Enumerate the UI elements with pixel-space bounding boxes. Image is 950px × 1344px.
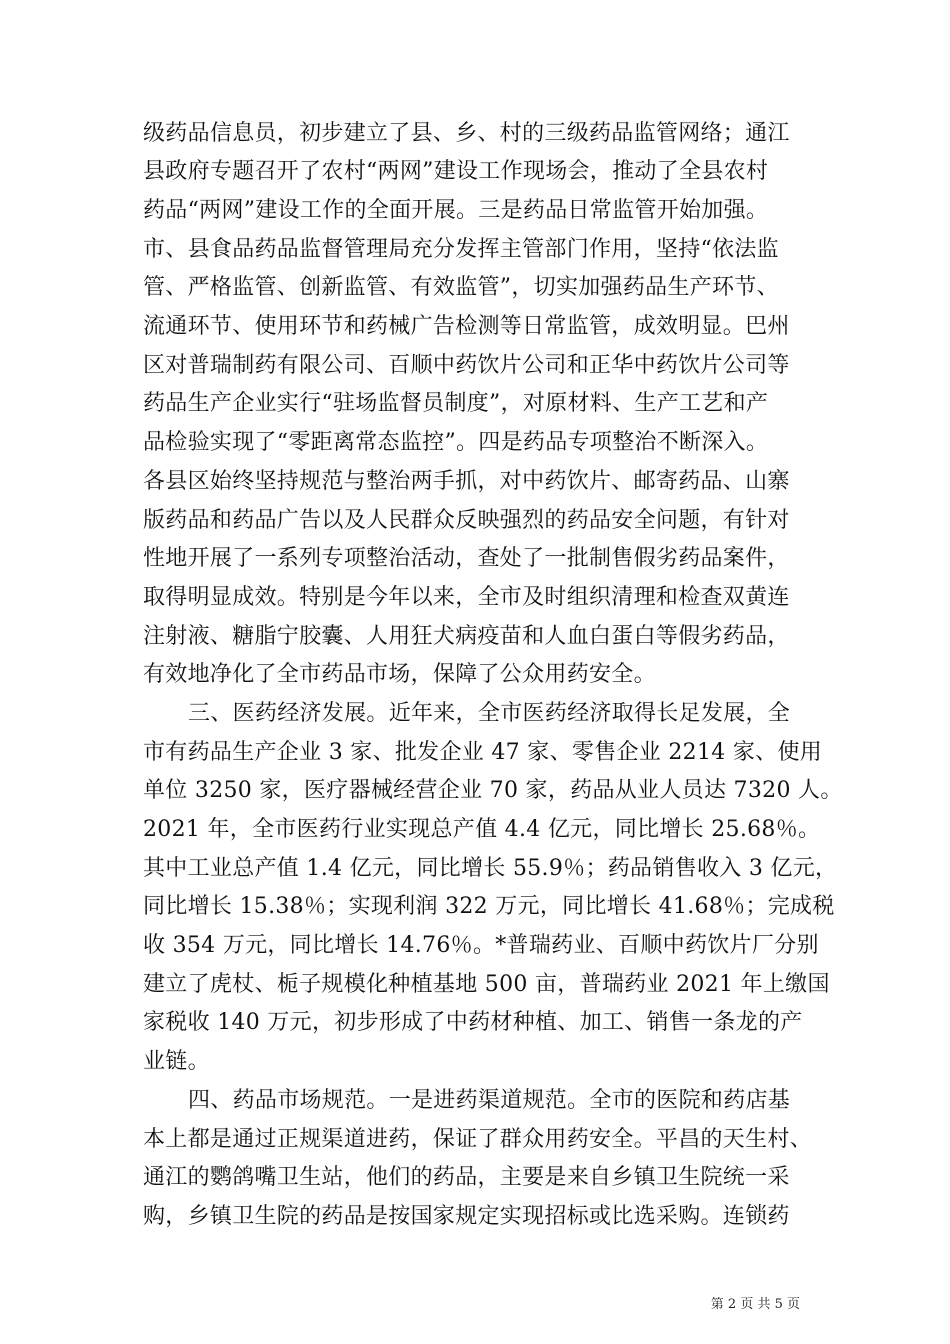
- text-line: 区对普瑞制药有限公司、百顺中药饮片公司和正华中药饮片公司等: [143, 353, 790, 378]
- text-line: 2021 年，全市医药行业实现总产值 4.4 亿元，同比增长 25.68％。: [143, 817, 821, 842]
- text-line: 单位 3250 家，医疗器械经营企业 70 家，药品从业人员达 7320 人。: [143, 778, 843, 803]
- text-line: 各县区始终坚持规范与整治两手抓，对中药饮片、邮寄药品、山寨: [143, 469, 790, 494]
- text-line: 其中工业总产值 1.4 亿元，同比增长 55.9％；药品销售收入 3 亿元，: [143, 856, 838, 881]
- section-heading-line: 四、药品市场规范。一是进药渠道规范。全市的医院和药店基: [188, 1088, 791, 1113]
- text-line: 级药品信息员，初步建立了县、乡、村的三级药品监管网络；通江: [143, 121, 790, 146]
- text-line: 本上都是通过正规渠道进药，保证了群众用药安全。平昌的天生村、: [143, 1127, 813, 1152]
- text-line: 市、县食品药品监督管理局充分发挥主管部门作用，坚持“依法监: [143, 237, 779, 262]
- section-heading-line: 三、医药经济发展。近年来，全市医药经济取得长足发展，全: [188, 701, 791, 726]
- page-number: 第 2 页 共 5 页: [710, 1297, 800, 1312]
- text-line: 取得明显成效。特别是今年以来，全市及时组织清理和检查双黄连: [143, 585, 790, 610]
- text-line: 性地开展了一系列专项整治活动，查处了一批制售假劣药品案件，: [143, 546, 790, 571]
- text-line: 业链。: [143, 1049, 210, 1074]
- text-line: 药品生产企业实行“驻场监督员制度”，对原材料、生产工艺和产: [143, 391, 769, 416]
- text-line: 市有药品生产企业 3 家、批发企业 47 家、零售企业 2214 家、使用: [143, 740, 823, 765]
- text-line: 县政府专题召开了农村“两网”建设工作现场会，推动了全县农村: [143, 159, 769, 184]
- text-line: 收 354 万元，同比增长 14.76％。*普瑞药业、百顺中药饮片厂分别: [143, 933, 819, 958]
- text-line: 流通环节、使用环节和药械广告检测等日常监管，成效明显。巴州: [143, 314, 790, 339]
- text-line: 家税收 140 万元，初步形成了中药材种植、加工、销售一条龙的产: [143, 1010, 803, 1035]
- text-line: 同比增长 15.38％；实现利润 322 万元，同比增长 41.68％；完成税: [143, 894, 835, 919]
- text-line: 药品“两网”建设工作的全面开展。三是药品日常监管开始加强。: [143, 198, 769, 223]
- text-line: 有效地净化了全市药品市场，保障了公众用药安全。: [143, 662, 656, 687]
- text-line: 品检验实现了“零距离常态监控”。四是药品专项整治不断深入。: [143, 430, 769, 455]
- text-line: 注射液、糖脂宁胶囊、人用狂犬病疫苗和人血白蛋白等假劣药品，: [143, 624, 790, 649]
- text-line: 管、严格监管、创新监管、有效监管”，切实加强药品生产环节、: [143, 275, 779, 300]
- text-line: 建立了虎杖、栀子规模化种植基地 500 亩，普瑞药业 2021 年上缴国: [143, 972, 830, 997]
- text-line: 通江的鹦鸽嘴卫生站，他们的药品，主要是来自乡镇卫生院统一采: [143, 1165, 790, 1190]
- text-line: 购，乡镇卫生院的药品是按国家规定实现招标或比选采购。连锁药: [143, 1204, 790, 1229]
- text-line: 版药品和药品广告以及人民群众反映强烈的药品安全问题，有针对: [143, 508, 790, 533]
